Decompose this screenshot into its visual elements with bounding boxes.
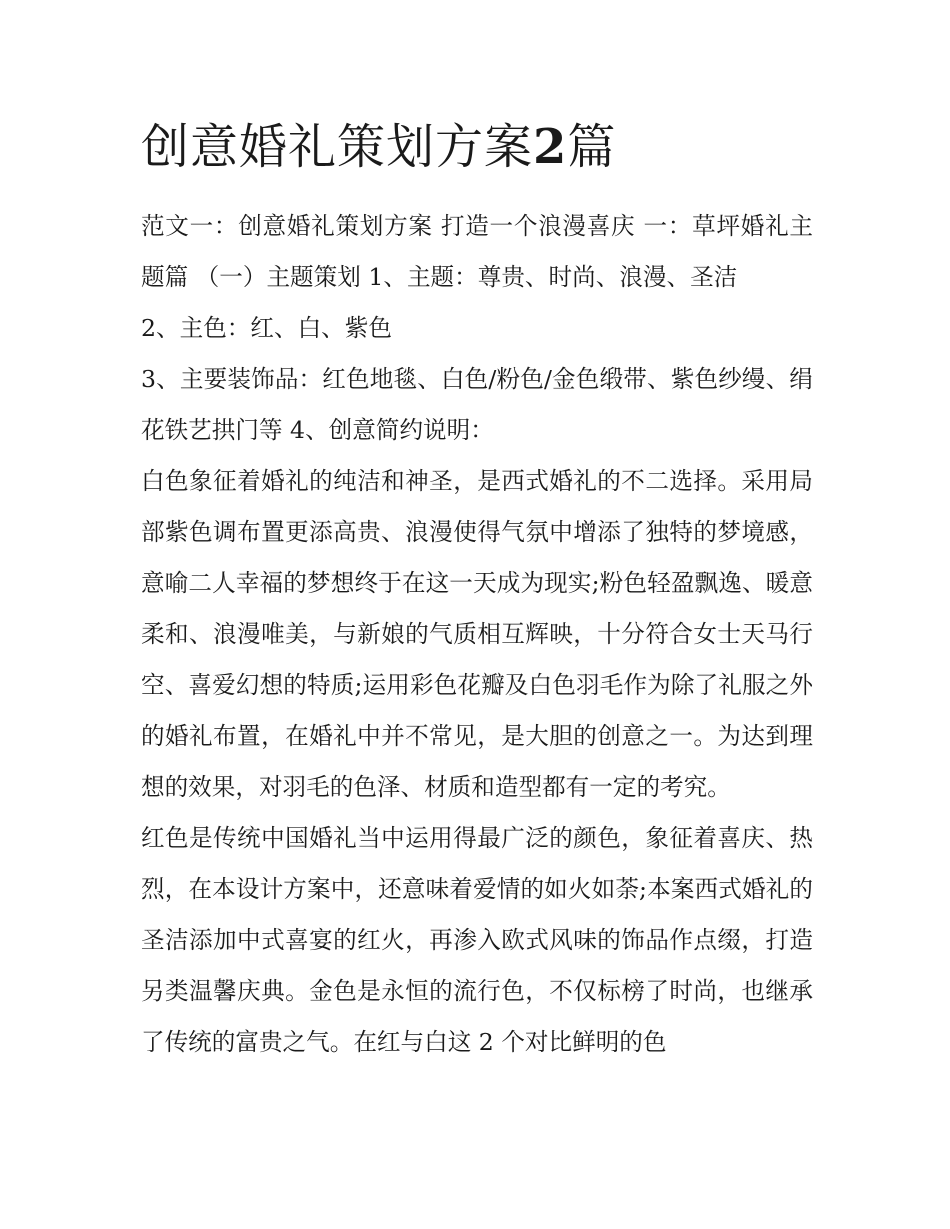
paragraph-main-colors: 2、主色：红、白、紫色: [141, 314, 392, 342]
paragraph-intro: 范文一：创意婚礼策划方案 打造一个浪漫喜庆 一：草坪婚礼主题篇 （一）主题策划 1、主题：尊贵、时尚、浪漫、圣洁: [141, 212, 813, 291]
title-number: 2: [533, 119, 568, 175]
paragraph-decorations: 3、主要装饰品：红色地毯、白色/粉色/金色缎带、紫色纱缦、绢花铁艺拱门等 4、创意简约说明：: [141, 365, 813, 444]
document-title: [141, 112, 813, 182]
paragraph-white-theme: 白色象征着婚礼的纯洁和神圣，是西式婚礼的不二选择。采用局部紫色调布置更添高贵、浪漫使得气氛中增添了独特的梦境感，意喻二人幸福的梦想终于在这一天成为现实;粉色轻盈飘逸、暖意柔和、浪漫唯美，与新娘的气质相互辉映，十分符合女士天马行空、喜爱幻想的特质;运用彩色花瓣及白色羽毛作为除了礼服之外的婚礼布置，在婚礼中并不常见，是大胆的创意之一。为达到理想的效果，对羽毛的色泽、材质和造型都有一定的考究。: [141, 467, 813, 801]
title-suffix: 篇: [567, 119, 617, 175]
document-body: [141, 201, 813, 1068]
document-page: [141, 112, 813, 1068]
title-prefix: 创意婚礼策划方案: [141, 119, 534, 175]
paragraph-red-theme: 红色是传统中国婚礼当中运用得最广泛的颜色，象征着喜庆、热烈，在本设计方案中，还意味着爱情的如火如荼;本案西式婚礼的圣洁添加中式喜宴的红火，再渗入欧式风味的饰品作点缀，打造另类温馨庆典。金色是永恒的流行色，不仅标榜了时尚，也继承了传统的富贵之气。在红与白这 2 个对比鲜明的色: [141, 824, 813, 1056]
